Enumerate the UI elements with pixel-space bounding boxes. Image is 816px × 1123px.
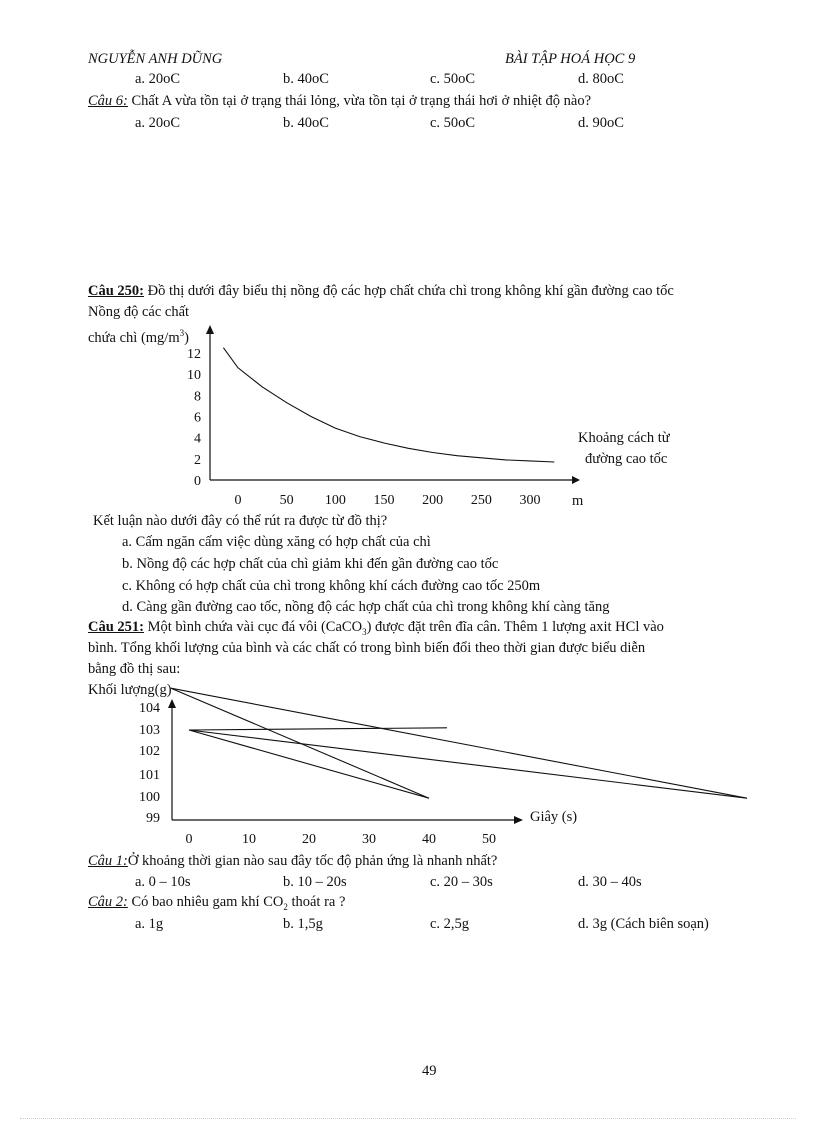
chart2-x-tick-label: 30 xyxy=(362,832,376,847)
chart1-x-tick-label: 250 xyxy=(470,493,492,508)
question-1-label: Câu 1: xyxy=(88,853,128,869)
chart2-ylabel: Khối lượng(g) xyxy=(88,682,172,698)
option-d: d. 80oC xyxy=(578,71,624,87)
question-6-label: Câu 6: xyxy=(88,93,128,109)
chart1-ylabel-sup: 3 xyxy=(179,328,185,338)
chart1-y-tick-label: 8 xyxy=(194,389,201,405)
chart2-y-tick-label: 103 xyxy=(139,723,160,738)
chart2-series-line-1 xyxy=(189,728,447,730)
option-c: c. 50oC xyxy=(430,115,476,131)
option-c: c. 50oC xyxy=(430,71,476,87)
chart1-x-tick-label: 50 xyxy=(279,493,294,508)
option-d: d. 90oC xyxy=(578,115,624,131)
option-a: a. 1g xyxy=(135,916,164,932)
option-c: c. 20 – 30s xyxy=(430,874,493,890)
question-251-sub: 3 xyxy=(362,626,367,637)
question-250-prompt: Kết luận nào dưới đây có thể rút ra được từ đồ thị? xyxy=(93,513,388,529)
question-2-text-end: thoát ra ? xyxy=(287,894,346,910)
chart2-xlabel: Giây (s) xyxy=(530,809,578,825)
question-251-line3: bằng đồ thị sau: xyxy=(88,661,181,677)
chart1-x-tick-label: 150 xyxy=(373,493,395,508)
option-b: b. Nồng độ các hợp chất của chì giảm khi đến gần đường cao tốc xyxy=(122,556,499,572)
chart1-x-tick-label: 200 xyxy=(422,493,444,508)
chart2-x-tick-label: 10 xyxy=(242,832,256,847)
question-251-line1: Một bình chứa vài cục đá vôi (CaCO xyxy=(144,619,363,635)
option-a: a. Cấm ngăn cấm việc dùng xăng có hợp chất của chì xyxy=(122,534,431,550)
option-b: b. 40oC xyxy=(283,115,329,131)
chart2-series-line-5 xyxy=(171,688,429,798)
option-b: b. 10 – 20s xyxy=(283,874,347,890)
option-d: d. 3g (Cách biên soạn) xyxy=(578,916,709,932)
chart2-y-tick-label: 100 xyxy=(139,790,160,805)
chart2-series-line-2 xyxy=(189,730,429,798)
option-b: b. 40oC xyxy=(283,71,329,87)
chart2-series-line-3 xyxy=(189,730,747,798)
chart1-ylabel-line1: Nồng độ các chất xyxy=(88,304,190,320)
chart1-ylabel-end: ) xyxy=(184,329,189,346)
chart2-x-arrow xyxy=(514,816,523,824)
chart1-xlabel-line2: đường cao tốc xyxy=(585,451,668,467)
question-251-label: Câu 251: xyxy=(88,619,144,635)
question-1-text: Ở khoảng thời gian nào sau đây tốc độ phản ứng là nhanh nhất? xyxy=(127,853,498,869)
chart2-y-tick-label: 104 xyxy=(139,701,160,716)
chart2-y-tick-label: 102 xyxy=(139,744,160,759)
option-a: a. 0 – 10s xyxy=(135,874,191,890)
question-6-text: Chất A vừa tồn tại ở trạng thái lỏng, vừa tồn tại ở trạng thái hơi ở nhiệt độ nào? xyxy=(127,93,592,109)
option-c: c. 2,5g xyxy=(430,916,470,932)
chart1-x-tick-label: 0 xyxy=(234,493,242,508)
header-book-title: BÀI TẬP HOÁ HỌC 9 xyxy=(505,51,636,67)
page-number: 49 xyxy=(422,1063,437,1079)
option-a: a. 20oC xyxy=(135,71,181,87)
option-b: b. 1,5g xyxy=(283,916,323,932)
chart1-y-tick-label: 10 xyxy=(187,368,201,384)
option-d: d. Càng gần đường cao tốc, nồng độ các hợp chất của chì trong không khí càng tăng xyxy=(122,599,610,615)
option-c: c. Không có hợp chất của chì trong không khí cách đường cao tốc 250m xyxy=(122,578,541,594)
question-250-label: Câu 250: xyxy=(88,283,144,299)
header-author: NGUYỄN ANH DŨNG xyxy=(88,51,223,67)
chart1-ylabel-text: chứa chì (mg/m xyxy=(88,329,180,346)
chart1-x-tick-label: 300 xyxy=(519,493,541,508)
footer-divider xyxy=(20,1118,796,1119)
chart1-x-tick-label: 100 xyxy=(324,493,346,508)
question-2-text: Có bao nhiêu gam khí CO xyxy=(127,894,284,910)
option-a: a. 20oC xyxy=(135,115,181,131)
chart1-y-tick-label: 12 xyxy=(187,347,201,362)
chart1-y-tick-label: 4 xyxy=(194,431,201,447)
chart1-xlabel-line1: Khoảng cách từ xyxy=(578,430,670,446)
chart1-y-tick-label: 2 xyxy=(194,452,201,468)
chart2-y-arrow xyxy=(168,699,176,708)
chart2-y-tick-label: 101 xyxy=(139,768,160,783)
chart2-x-tick-label: 20 xyxy=(302,832,316,847)
chart2-x-tick-label: 40 xyxy=(422,832,436,847)
question-2-sub: 2 xyxy=(283,901,288,912)
chart2-x-tick-label: 50 xyxy=(482,832,496,847)
question-2 xyxy=(88,893,345,916)
question-251-line2: bình. Tổng khối lượng của bình và các chất có trong bình biến đổi theo thời gian được biểu diễn xyxy=(88,640,646,656)
question-250-text: Đồ thị dưới đây biểu thị nồng độ các hợp chất chứa chì trong không khí gần đường cao tốc xyxy=(144,283,674,299)
chart2-series-line-4 xyxy=(171,688,747,798)
question-2-label: Câu 2: xyxy=(88,894,128,910)
option-d: d. 30 – 40s xyxy=(578,874,642,890)
chart1-x-unit: m xyxy=(572,493,584,509)
question-251-line1-end: ) được đặt trên đĩa cân. Thêm 1 lượng axit HCl vào xyxy=(366,619,664,635)
chart1-y-tick-label: 6 xyxy=(194,410,201,426)
chart2-y-tick-label: 99 xyxy=(146,811,160,826)
chart1-y-tick-label: 0 xyxy=(194,474,201,489)
chart2-x-tick-label: 0 xyxy=(185,832,193,847)
question-1 xyxy=(88,852,497,870)
